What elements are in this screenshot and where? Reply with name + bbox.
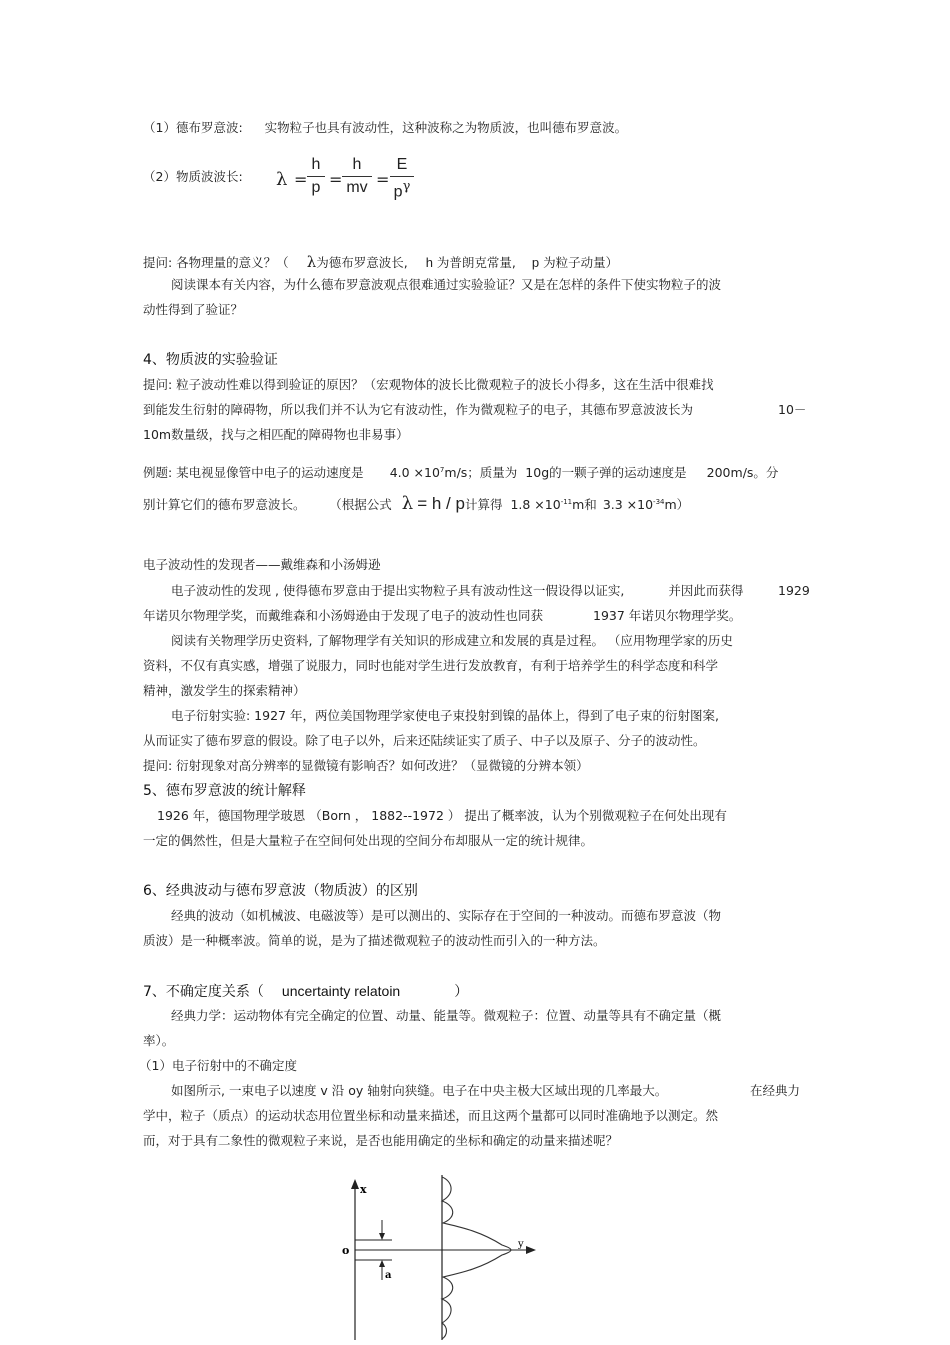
t: 的一颗子弹的运动速度是 (549, 465, 687, 481)
paragraph-line: 阅读有关物理学历史资料, 了解物理学有关知识的形成建立和发展的真是过程。 （应用物理学家的历史 (171, 633, 733, 648)
t: 年诺贝尔物理学奖，而戴维森和小汤姆逊由于发现了电子的波动性也同获 (143, 608, 544, 623)
paragraph-line: 资料，不仅有真实感，增强了说服力，同时也能对学生进行发放教育，有利于培养学生的科学态度和科学 (143, 658, 719, 673)
line-de-broglie-wave (143, 120, 627, 136)
x-axis-label: x (360, 1183, 367, 1196)
line-example-2 (143, 494, 689, 513)
t: m和 (572, 497, 597, 513)
paragraph-number: 1929 (778, 583, 810, 598)
paragraph-line: 精神，激发学生的探索精神） (143, 683, 306, 698)
paragraph-line: 到能发生衍射的障碍物，所以我们并不认为它有波动性，作为微观粒子的电子，其德布罗意波波长为 (143, 402, 694, 417)
x-axis-arrow (351, 1179, 359, 1189)
t: 为普朗克常量, (436, 255, 516, 270)
paragraph-number: 10－ (778, 402, 807, 417)
lambda: λ (306, 253, 317, 271)
paragraph-line (171, 583, 743, 599)
heading-4: 4、物质波的实验验证 (143, 352, 278, 368)
lambda: λ (401, 493, 414, 515)
paragraph-line: 提问: 粒子波动性难以得到验证的原因？（宏观物体的波长比微观粒子的波长小得多，这在生活中很难找 (143, 377, 714, 392)
formula-frac2 (342, 156, 372, 197)
paragraph-line: 动性得到了验证？ (143, 302, 244, 317)
exp: 7 (439, 466, 445, 474)
term: uncertainty relatoin (281, 983, 401, 999)
formula: = h / p (417, 494, 465, 514)
width-arrowhead-top (379, 1233, 385, 1240)
text: 实物粒子也具有波动性，这种波称之为物质波，也叫德布罗意波。 (264, 120, 628, 135)
value: 1.8 ×10 (510, 497, 561, 513)
t: 为德布罗意波长, (316, 255, 408, 270)
paragraph-line: 从而证实了德布罗意的假设。除了电子以外，后来还陆续证实了质子、中子以及原子、分子的波动性。 (143, 733, 706, 748)
paragraph-line (143, 608, 741, 624)
denominator: p (311, 179, 321, 196)
t: 例题: 某电视显像管中电子的运动速度是 (143, 465, 364, 481)
label: （1）德布罗意波: (143, 120, 243, 135)
formula-eq: = (294, 170, 308, 189)
paragraph-line: 1926 年，德国物理学玻恩 （Born ， 1882--1972 ） 提出了概率波，认为个别微观粒子在何处出现有 (157, 808, 727, 823)
paragraph-line: 10m数量级，找与之相匹配的障碍物也非易事） (143, 427, 409, 442)
formula-frac1 (307, 156, 325, 197)
paragraph-tail: 在经典力 (750, 1083, 801, 1098)
paragraph-line: 率）。 (143, 1033, 175, 1048)
t: 并因此而获得 (668, 583, 744, 598)
paragraph-line: 提问: 衍射现象对高分辨率的显微镜有影响否？如何改进？（显微镜的分辨本领） (143, 758, 589, 773)
discovery-title: 电子波动性的发现者——戴维森和小汤姆逊 (143, 557, 381, 572)
line-example (143, 462, 778, 481)
t: 7、不确定度关系（ (143, 984, 264, 1000)
t: 提问: 各物理量的意义？（ (143, 255, 289, 270)
formula-lambda: λ (276, 169, 288, 190)
p: p (531, 255, 540, 270)
gamma: γ (402, 179, 411, 194)
t: 计算得 (464, 497, 503, 513)
h: h (425, 255, 433, 270)
denominator: mv (346, 179, 368, 196)
diffraction-figure (330, 1175, 550, 1340)
paragraph-line: 电子衍射实验: 1927 年，两位美国物理学家使电子束投射到镍的晶体上，得到了电子束的衍射图案, (171, 708, 719, 723)
width-arrowhead-bottom (379, 1260, 385, 1267)
t: 为粒子动量） (543, 255, 619, 270)
paragraph-line: 质波）是一种概率波。简单的说，是为了描述微观粒子的波动性而引入的一种方法。 (143, 933, 606, 948)
numerator: E (396, 156, 408, 173)
paragraph-line: 学中，粒子（质点）的运动状态用位置坐标和动量来描述，而且这两个量都可以同时准确地予以测定。然 (143, 1108, 719, 1123)
t: 别计算它们的德布罗意波长。 (143, 497, 306, 513)
t: m/s；质量为 (444, 465, 518, 481)
heading-6: 6、经典波动与德布罗意波（物质波）的区别 (143, 883, 418, 899)
subheading: （1）电子衍射中的不确定度 (139, 1058, 297, 1073)
value: 10g (525, 465, 550, 481)
paragraph-line: 如图所示, 一束电子以速度 v 沿 oy 轴射向狭缝。电子在中央主极大区域出现的几率最大。 (171, 1083, 668, 1098)
formula-eq: = (329, 170, 343, 189)
intensity-curve (442, 1177, 511, 1339)
numerator: h (352, 156, 362, 173)
heading-5: 5、德布罗意波的统计解释 (143, 783, 306, 799)
t: （根据公式 (335, 497, 392, 513)
t: 电子波动性的发现 , 使得德布罗意由于提出实物粒子具有波动性这一假设得以证实, (171, 583, 625, 598)
t: m） (664, 497, 690, 513)
t: ） (454, 984, 469, 1000)
value: 3.3 ×10 (602, 497, 654, 513)
y-axis-label: y (518, 1239, 524, 1250)
formula-eq: = (376, 170, 390, 189)
line-question-1 (143, 254, 618, 271)
paragraph-line: 而，对于具有二象性的微观粒子来说，是否也能用确定的坐标和确定的动量来描述呢？ (143, 1133, 619, 1148)
t: 1937 年诺贝尔物理学奖。 (593, 608, 742, 623)
paragraph-line: 一定的偶然性，但是大量粒子在空间何处出现的空间分布却服从一定的统计规律。 (143, 833, 594, 848)
paragraph-line: 阅读课本有关内容，为什么德布罗意波观点很难通过实验验证？又是在怎样的条件下使实物粒子的波 (171, 277, 722, 292)
origin-label: o (342, 1244, 350, 1257)
y-axis-arrow (526, 1246, 536, 1254)
heading-7 (143, 983, 468, 1000)
numerator: h (311, 156, 321, 173)
paragraph-line: 经典的波动（如机械波、电磁波等）是可以测出的、实际存在于空间的一种波动。而德布罗意波（物 (171, 908, 722, 923)
formula-frac3 (390, 156, 414, 201)
p: p (393, 183, 403, 201)
slit-width-label: a (385, 1270, 392, 1281)
value: 200m/s。分 (706, 465, 779, 481)
line-wavelength-label: （2）物质波波长: (143, 169, 243, 184)
exp: -11 (560, 498, 573, 506)
exp: -34 (653, 498, 665, 506)
denominator (390, 179, 414, 201)
paragraph-line: 经典力学：运动物体有完全确定的位置、动量、能量等。微观粒子：位置、动量等具有不确定量（概 (171, 1008, 722, 1023)
value: 4.0 ×10 (389, 465, 440, 481)
